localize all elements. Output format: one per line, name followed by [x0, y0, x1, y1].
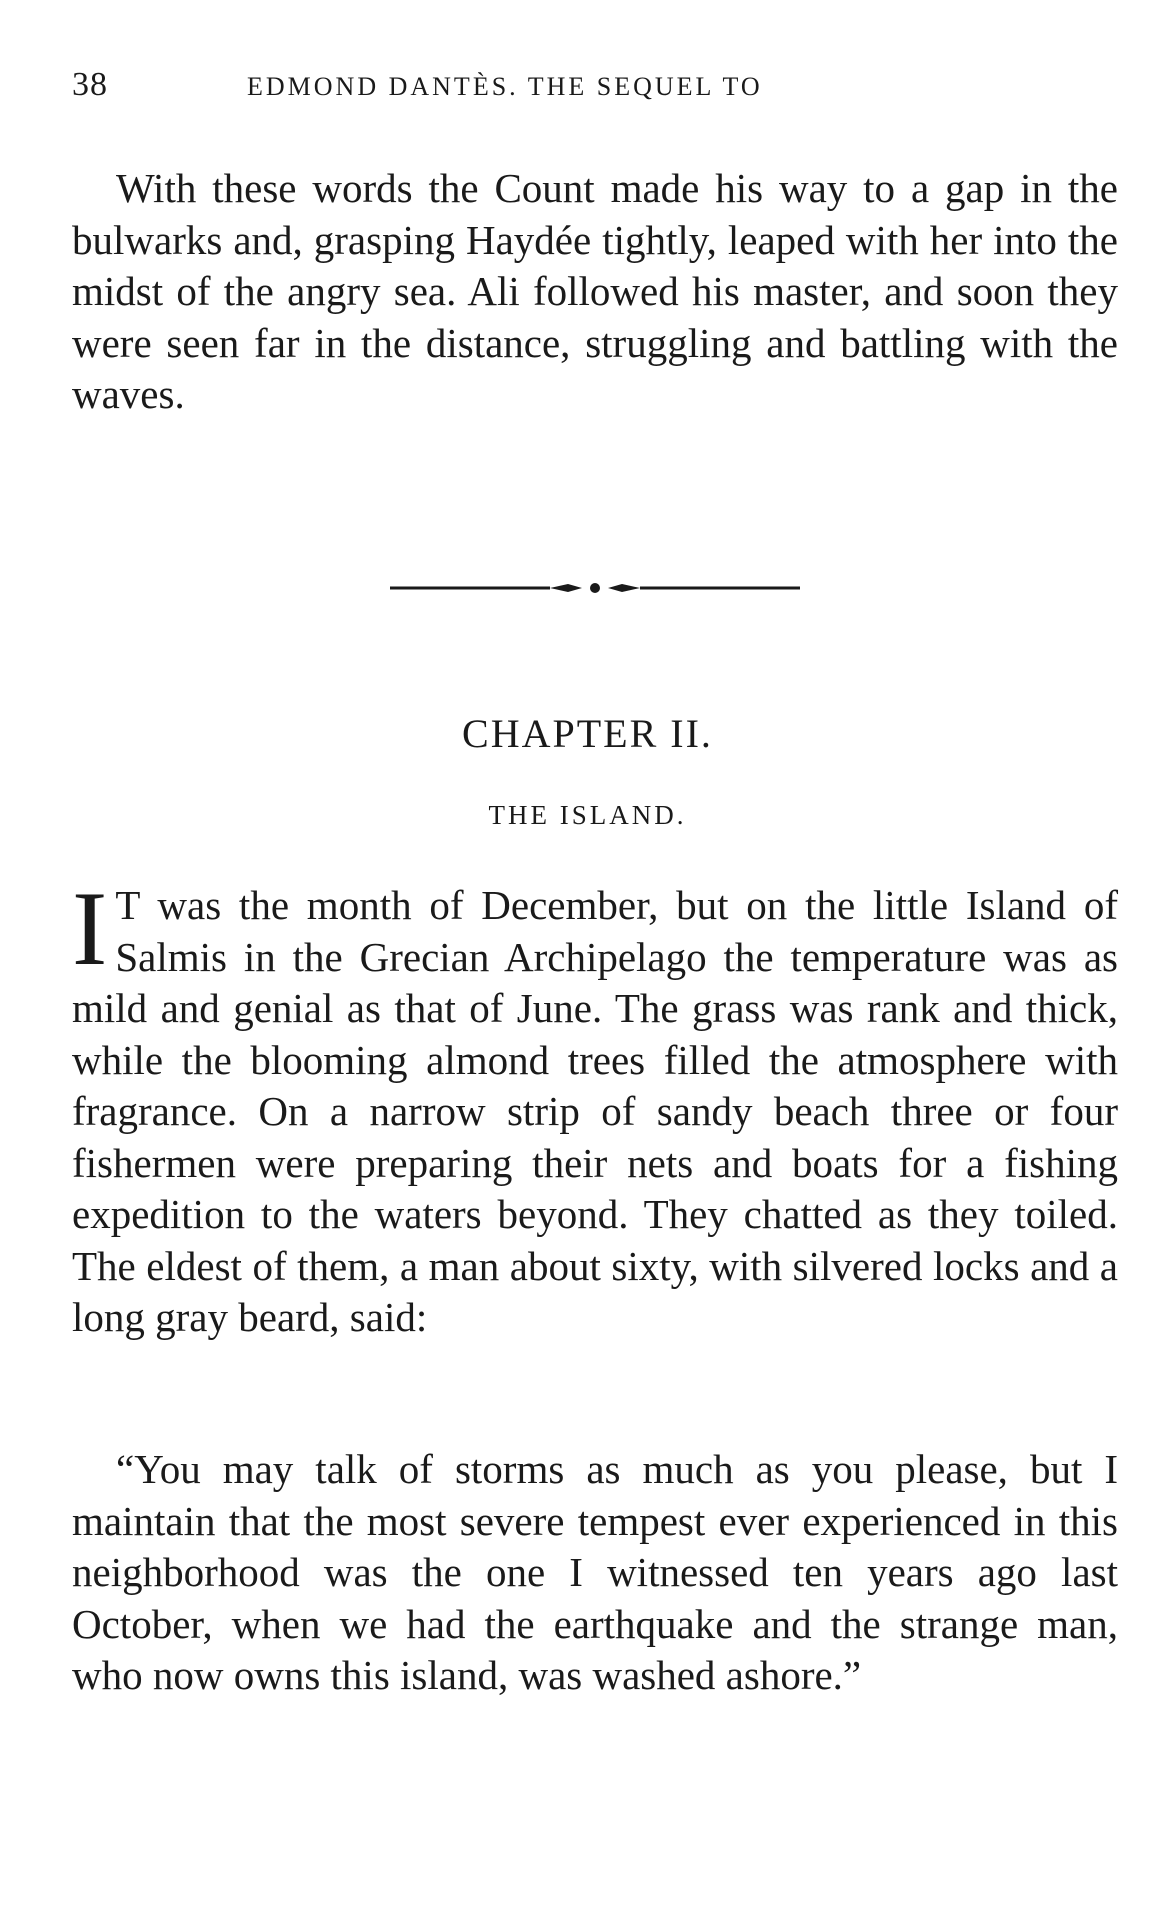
drop-cap: I — [72, 870, 108, 987]
paragraph-2-text: T was the month of December, but on the little Island of Salmis in the Grecian Archipelago the temperature was as mild and genial as that of June. The grass was rank and thick, while the blooming almond trees filled the atmosphere with fragrance. On a narrow strip of sandy beach three or four fishermen were preparing their nets and boats for a fishing expedition to the waters beyond. They chatted as they toiled. The eldest of them, a man about sixty, with silvered locks and a long gray beard, said: — [72, 882, 1118, 1340]
paragraph-2 — [72, 870, 1118, 1344]
paragraph-3: “You may talk of storms as much as you please, but I maintain that the most severe tempest ever experienced in this neighborhood was the one I witnessed ten years ago last October, when we had the earthquake and the strange man, who now owns this island, was washed ashore.” — [72, 1446, 1118, 1698]
chapter-title: CHAPTER II. — [462, 711, 713, 756]
section-divider-ornament — [390, 582, 800, 594]
page-number: 38 — [72, 66, 108, 103]
paragraph-1: With these words the Count made his way to a gap in the bulwarks and, grasping Haydée tightly, leaped with her into the midst of the angry sea. Ali followed his master, and soon they were seen far in the distance, struggling and battling with the waves. — [72, 165, 1118, 417]
running-head — [72, 66, 1112, 106]
running-title: EDMOND DANTÈS. THE SEQUEL TO — [247, 72, 763, 101]
chapter-subtitle: THE ISLAND. — [488, 800, 687, 830]
